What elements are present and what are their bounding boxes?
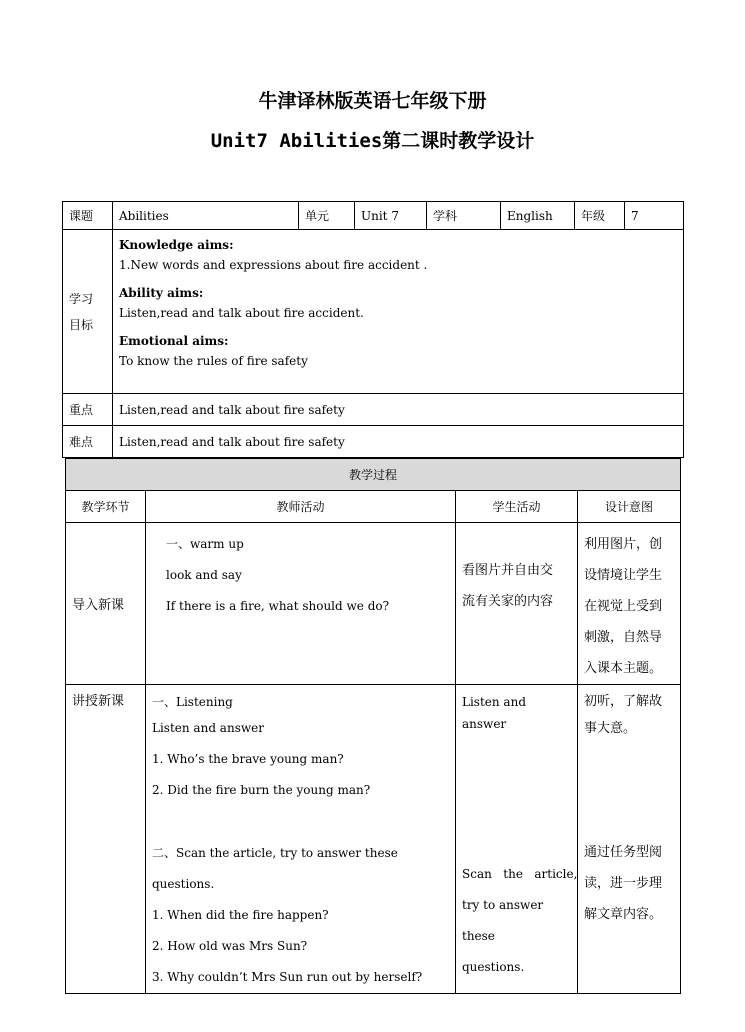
grade-value: 7: [625, 202, 684, 230]
teacher-intro-line: look and say: [166, 568, 242, 582]
key-points-value: Listen,read and talk about fire safety: [113, 394, 684, 426]
intent-new-line: 读，进一步理: [584, 876, 663, 891]
intent-intro-line: 入课本主题。: [584, 661, 663, 676]
student-new: [456, 685, 578, 994]
unit-label: 单元: [299, 202, 355, 230]
knowledge-aims-text: 1.New words and expressions about fire accident .: [119, 258, 428, 272]
subject-label: 学科: [427, 202, 501, 230]
teacher-intro: [146, 523, 456, 685]
document-subtitle: [0, 126, 745, 153]
intent-new-line: 事大意。: [584, 721, 637, 736]
col-student: 学生活动: [456, 491, 578, 523]
intent-new: [578, 685, 681, 994]
col-teacher: 教师活动: [146, 491, 456, 523]
ability-aims-text: Listen,read and talk about fire accident.: [119, 306, 364, 320]
process-header: 教学过程: [66, 459, 681, 491]
teacher-intro-line: 一、warm up: [166, 537, 244, 551]
intent-intro-line: 利用图片，创: [584, 537, 663, 552]
teacher-new-line: 3. Why couldn’t Mrs Sun run out by herself?: [152, 970, 423, 984]
document-title: 牛津译林版英语七年级下册: [258, 90, 487, 112]
ability-aims-heading: Ability aims:: [119, 286, 204, 300]
subject-value: English: [501, 202, 575, 230]
intent-intro-line: 刺激，自然导: [584, 630, 663, 645]
grade-label: 年级: [575, 202, 625, 230]
student-new-line: Scan the article,: [462, 867, 578, 881]
difficult-points-label: 难点: [63, 426, 113, 458]
teacher-new-line: 2. How old was Mrs Sun?: [152, 939, 308, 953]
teacher-new-line: 一、Listening: [152, 695, 233, 709]
intent-intro-line: 设情境让学生: [584, 568, 663, 583]
teacher-new-line: 1. Who’s the brave young man?: [152, 752, 344, 766]
intent-intro-line: 在视觉上受到: [584, 599, 663, 614]
goals-content: [113, 230, 684, 394]
teacher-new-line: 1. When did the fire happen?: [152, 908, 329, 922]
topic-value: Abilities: [113, 202, 299, 230]
student-new-line: Listen and answer: [462, 695, 526, 731]
subtitle-unit: Unit7 Abilities: [210, 130, 383, 152]
emotional-aims-heading: Emotional aims:: [119, 334, 229, 348]
emotional-aims-text: To know the rules of fire safety: [119, 354, 308, 368]
knowledge-aims-heading: Knowledge aims:: [119, 238, 234, 252]
intent-new-line: 通过任务型阅: [584, 845, 663, 860]
student-intro-line: 流有关家的内容: [462, 594, 554, 609]
lesson-info-table: [62, 201, 684, 458]
stage-new: 讲授新课: [66, 685, 146, 994]
intent-new-line: 解文章内容。: [584, 907, 663, 922]
stage-intro: 导入新课: [66, 523, 146, 685]
student-new-line: try to answer these: [462, 898, 544, 943]
teacher-new: [146, 685, 456, 994]
topic-label: 课题: [63, 202, 113, 230]
student-intro-line: 看图片并自由交: [462, 563, 554, 578]
intent-new-line: 初听，了解故: [584, 694, 663, 709]
col-stage: 教学环节: [66, 491, 146, 523]
teacher-new-line: Listen and answer: [152, 721, 264, 735]
key-points-label: 重点: [63, 394, 113, 426]
goals-label: [63, 230, 113, 394]
difficult-points-value: Listen,read and talk about fire safety: [113, 426, 684, 458]
intent-intro: [578, 523, 681, 685]
unit-value: Unit 7: [355, 202, 427, 230]
col-intent: 设计意图: [578, 491, 681, 523]
teacher-new-line: 2. Did the fire burn the young man?: [152, 783, 371, 797]
teacher-new-line: 二、Scan the article, try to answer these questions.: [152, 846, 398, 891]
teaching-process-table: [65, 458, 681, 994]
goals-label-line1: 学习: [69, 291, 94, 306]
student-new-line: questions.: [462, 960, 525, 974]
student-intro: [456, 523, 578, 685]
teacher-intro-line: If there is a fire, what should we do?: [166, 599, 390, 613]
subtitle-lesson: 第二课时教学设计: [382, 130, 535, 152]
goals-label-line2: 目标: [69, 317, 94, 332]
